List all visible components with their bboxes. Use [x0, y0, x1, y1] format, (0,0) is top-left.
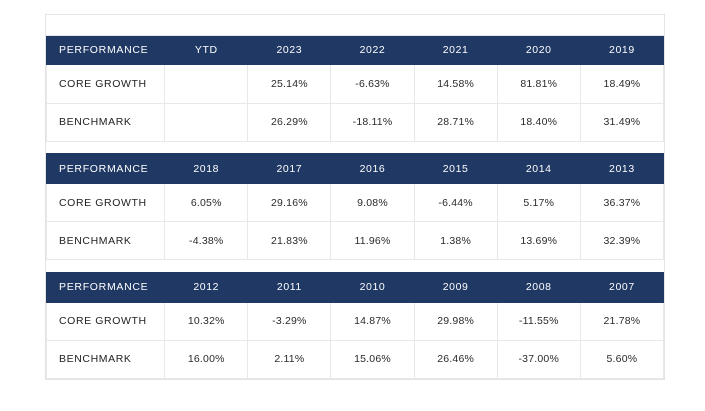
row-label-core-growth: CORE GROWTH	[47, 184, 165, 222]
gap-cell	[580, 260, 663, 272]
table-row	[47, 222, 664, 260]
header-cell-period: YTD	[165, 35, 248, 65]
data-cell: 9.08%	[331, 184, 414, 222]
data-cell	[165, 65, 248, 103]
data-cell: -4.38%	[165, 222, 248, 260]
row-label-benchmark: BENCHMARK	[47, 222, 165, 260]
data-cell: 13.69%	[497, 222, 580, 260]
gap-cell	[497, 141, 580, 153]
data-cell: 36.37%	[580, 184, 663, 222]
data-cell: -3.29%	[248, 302, 331, 340]
data-cell: -6.63%	[331, 65, 414, 103]
data-cell: 6.05%	[165, 184, 248, 222]
data-cell: -18.11%	[331, 103, 414, 141]
data-cell: -11.55%	[497, 302, 580, 340]
header-cell-period: 2022	[331, 35, 414, 65]
gap-cell	[414, 141, 497, 153]
data-cell: 25.14%	[248, 65, 331, 103]
data-cell: 18.40%	[497, 103, 580, 141]
data-cell: 14.87%	[331, 302, 414, 340]
performance-table-frame	[45, 14, 665, 380]
table-top-spacer	[47, 15, 664, 35]
header-cell-performance: PERFORMANCE	[47, 154, 165, 184]
header-cell-period: 2021	[414, 35, 497, 65]
header-cell-period: 2009	[414, 272, 497, 302]
row-label-core-growth: CORE GROWTH	[47, 65, 165, 103]
data-cell: -6.44%	[414, 184, 497, 222]
gap-cell	[47, 141, 165, 153]
data-cell: 81.81%	[497, 65, 580, 103]
header-cell-period: 2012	[165, 272, 248, 302]
header-cell-period: 2007	[580, 272, 663, 302]
data-cell: -37.00%	[497, 340, 580, 378]
data-cell: 1.38%	[414, 222, 497, 260]
data-cell: 2.11%	[248, 340, 331, 378]
header-cell-performance: PERFORMANCE	[47, 35, 165, 65]
header-cell-period: 2017	[248, 154, 331, 184]
header-cell-period: 2018	[165, 154, 248, 184]
gap-cell	[165, 260, 248, 272]
table-row	[47, 103, 664, 141]
spacer-cell	[47, 15, 165, 35]
spacer-cell	[331, 15, 414, 35]
header-cell-period: 2015	[414, 154, 497, 184]
data-cell: 5.60%	[580, 340, 663, 378]
table-row	[47, 65, 664, 103]
spacer-cell	[248, 15, 331, 35]
data-cell: 32.39%	[580, 222, 663, 260]
data-cell: 10.32%	[165, 302, 248, 340]
data-cell	[165, 103, 248, 141]
header-cell-period: 2020	[497, 35, 580, 65]
data-cell: 28.71%	[414, 103, 497, 141]
gap-cell	[580, 141, 663, 153]
header-cell-period: 2014	[497, 154, 580, 184]
gap-cell	[47, 260, 165, 272]
performance-table	[46, 15, 664, 379]
table-block-gap	[47, 141, 664, 153]
data-cell: 29.16%	[248, 184, 331, 222]
gap-cell	[165, 141, 248, 153]
data-cell: 15.06%	[331, 340, 414, 378]
data-cell: 26.29%	[248, 103, 331, 141]
data-cell: 26.46%	[414, 340, 497, 378]
data-cell: 11.96%	[331, 222, 414, 260]
table-header-row	[47, 272, 664, 302]
spacer-cell	[165, 15, 248, 35]
table-row	[47, 184, 664, 222]
header-cell-performance: PERFORMANCE	[47, 272, 165, 302]
spacer-cell	[414, 15, 497, 35]
gap-cell	[414, 260, 497, 272]
row-label-benchmark: BENCHMARK	[47, 103, 165, 141]
data-cell: 18.49%	[580, 65, 663, 103]
table-row	[47, 302, 664, 340]
table-header-row	[47, 35, 664, 65]
data-cell: 31.49%	[580, 103, 663, 141]
data-cell: 29.98%	[414, 302, 497, 340]
header-cell-period: 2013	[580, 154, 663, 184]
row-label-benchmark: BENCHMARK	[47, 340, 165, 378]
gap-cell	[331, 260, 414, 272]
gap-cell	[331, 141, 414, 153]
header-cell-period: 2011	[248, 272, 331, 302]
header-cell-period: 2019	[580, 35, 663, 65]
spacer-cell	[497, 15, 580, 35]
header-cell-period: 2010	[331, 272, 414, 302]
gap-cell	[248, 141, 331, 153]
spacer-cell	[580, 15, 663, 35]
data-cell: 16.00%	[165, 340, 248, 378]
data-cell: 14.58%	[414, 65, 497, 103]
header-cell-period: 2008	[497, 272, 580, 302]
table-block-gap	[47, 260, 664, 272]
data-cell: 21.83%	[248, 222, 331, 260]
gap-cell	[248, 260, 331, 272]
header-cell-period: 2016	[331, 154, 414, 184]
table-header-row	[47, 154, 664, 184]
row-label-core-growth: CORE GROWTH	[47, 302, 165, 340]
table-row	[47, 340, 664, 378]
data-cell: 5.17%	[497, 184, 580, 222]
header-cell-period: 2023	[248, 35, 331, 65]
data-cell: 21.78%	[580, 302, 663, 340]
gap-cell	[497, 260, 580, 272]
